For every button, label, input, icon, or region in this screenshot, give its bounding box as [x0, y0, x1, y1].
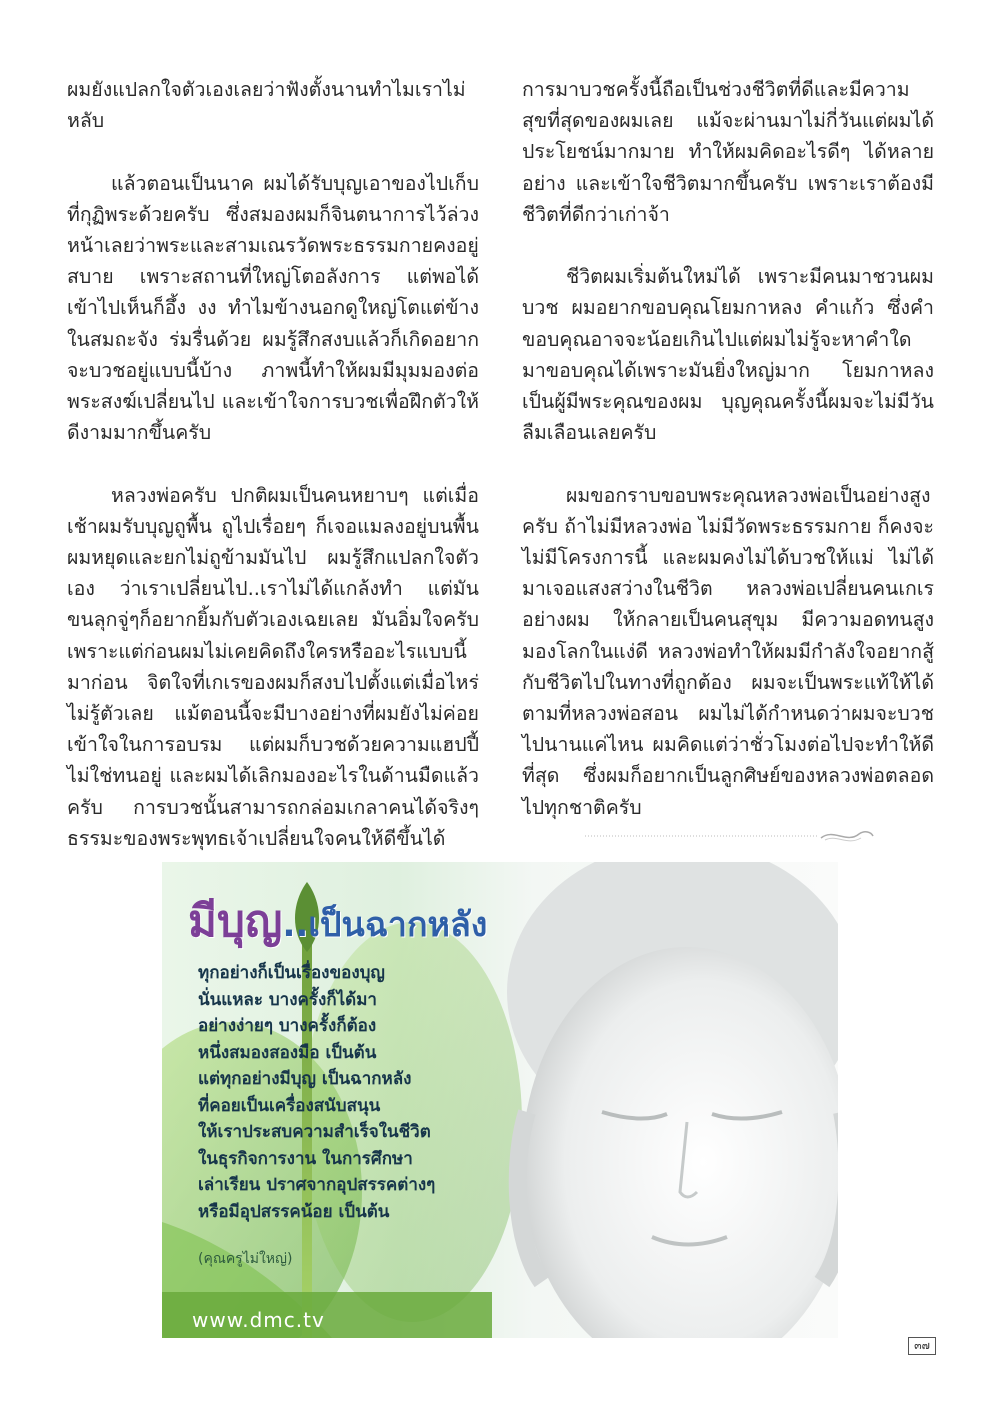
banner-quote: [198, 960, 528, 1225]
quote-line: หรือมีอุปสรรคน้อย เป็นต้น: [198, 1201, 390, 1222]
buddha-banner-image: [162, 862, 838, 1338]
quote-line: ทุกอย่างก็เป็นเรื่องของบุญ: [198, 963, 385, 983]
page-number: ๓๗: [908, 1337, 936, 1355]
quote-line: อย่างง่ายๆ บางครั้งก็ต้อง: [198, 1016, 377, 1036]
quote-line: แต่ทุกอย่างมีบุญ เป็นฉากหลัง: [198, 1069, 412, 1089]
banner-title-rest: ..เป็นฉากหลัง: [282, 905, 488, 945]
banner-url: www.dmc.tv: [192, 1308, 325, 1332]
banner-title: [188, 886, 487, 956]
left-text-column: [67, 74, 479, 885]
quote-line: นั่นแหละ บางครั้งก็ได้มา: [198, 989, 377, 1010]
quote-line: หนึ่งสมองสองมือ เป็นต้น: [198, 1042, 377, 1063]
left-paragraph-3: หลวงพ่อครับ ปกติผมเป็นคนหยาบๆ แต่เมื่อเช้าผมรับบุญถูพื้น ถูไปเรื่อยๆ ก็เจอแมลงอยู่บนพื้น ผมหยุดและยกไม่ถูข้ามมันไป ผมรู้สึกแปลกใจตัวเอง ว่าเราเปลี่ยนไป..เราไม่ได้แกล้งทำ แต่มันขนลุกจู่ๆก็อยากยิ้มกับตัวเองเฉยเลย มันอิ่มใจครับ เพราะแต่ก่อนผมไม่เคยคิดถึงใครหรืออะไรแบบนี้มาก่อน จิตใจที่เกเรของผมก็สงบไปตั้งแต่เมื่อไหร่ไม่รู้ตัวเลย แม้ตอนนี้จะมีบางอย่างที่ผมยังไม่ค่อยเข้าใจในการอบรม แต่ผมก็บวชด้วยความแฮปปี้ ไม่ใช่ทนอยู่ และผมได้เลิกมองอะไรในด้านมืดแล้วครับ การบวชนั้นสามารถกล่อมเกลาคนได้จริงๆ ธรรมะของพระพุทธเจ้าเปลี่ยนใจคนให้ดีขึ้นได้: [67, 483, 479, 850]
left-paragraph-1: ผมยังแปลกใจตัวเองเลยว่าฟังตั้งนานทำไมเราไม่หลับ: [67, 78, 466, 133]
quote-line: ที่คอยเป็นเครื่องสนับสนุน: [198, 1095, 381, 1116]
right-paragraph-2: ชีวิตผมเริ่มต้นใหม่ได้ เพราะมีคนมาชวนผมบวช ผมอยากขอบคุณโยมกาหลง คำแก้ว ซึ่งคำขอบคุณอาจจะน้อยเกินไปแต่ผมไม่รู้จะหาคำใดมาขอบคุณได้เพราะมันยิ่งใหญ่มาก โยมกาหลงเป็นผู้มีพระคุณของผม บุญคุณครั้งนี้ผมจะไม่มีวันลืมเลือนเลยครับ: [522, 265, 934, 445]
right-text-column: [522, 74, 934, 854]
left-paragraph-2: แล้วตอนเป็นนาค ผมได้รับบุญเอาของไปเก็บที่กุฏิพระด้วยครับ ซึ่งสมองผมก็จินตนาการไว้ล่วงหน้าเลยว่าพระและสามเณรวัดพระธรรมกายคงอยู่สบาย เพราะสถานที่ใหญ่โตอลังการ แต่พอได้เข้าไปเห็นก็อึ้ง งง ทำไมข้างนอกดูใหญ่โตแต่ข้างในสมถะจัง ร่มรื่นด้วย ผมรู้สึกสงบแล้วก็เกิดอยากจะบวชอยู่แบบนี้บ้าง ภาพนี้ทำให้ผมมีมุมมองต่อพระสงฆ์เปลี่ยนไป และเข้าใจการบวชเพื่อฝึกตัวให้ดีงามมากขึ้นครับ: [67, 171, 479, 445]
banner-credit: (คุณครูไม่ใหญ่): [198, 1251, 293, 1267]
quote-line: เล่าเรียน ปราศจากอุปสรรคต่างๆ: [198, 1175, 436, 1195]
decorative-divider: [585, 826, 875, 846]
quote-line: ในธุรกิจการงาน ในการศึกษา: [198, 1148, 413, 1169]
banner-title-main: มีบุญ: [188, 896, 283, 947]
right-paragraph-1: การมาบวชครั้งนี้ถือเป็นช่วงชีวิตที่ดีและมีความสุขที่สุดของผมเลย แม้จะผ่านมาไม่กี่วันแต่ผมได้ประโยชน์มากมาย ทำให้ผมคิดอะไรดีๆ ได้หลายอย่าง และเข้าใจชีวิตมากขึ้นครับ เพราะเราต้องมีชีวิตที่ดีกว่าเก่าจ้า: [522, 78, 934, 226]
quote-line: ให้เราประสบความสำเร็จในชีวิต: [198, 1122, 431, 1142]
right-paragraph-3: ผมขอกราบขอบพระคุณหลวงพ่อเป็นอย่างสูงครับ ถ้าไม่มีหลวงพ่อ ไม่มีวัดพระธรรมกาย ก็คงจะไม่มีโครงการนี้ และผมคงไม่ได้บวชให้แม่ ไม่ได้มาเจอแสงสว่างในชีวิต หลวงพ่อเปลี่ยนคนเกเรอย่างผม ให้กลายเป็นคนสุขุม มีความอดทนสูง มองโลกในแง่ดี หลวงพ่อทำให้ผมมีกำลังใจอยากสู้กับชีวิตไปในทางที่ถูกต้อง ผมจะเป็นพระแท้ให้ได้ตามที่หลวงพ่อสอน ผมไม่ได้กำหนดว่าผมจะบวชไปนานแค่ไหน ผมคิดแต่ว่าชั่วโมงต่อไปจะทำให้ดีที่สุด ซึ่งผมก็อยากเป็นลูกศิษย์ของหลวงพ่อตลอดไปทุกชาติครับ: [522, 483, 934, 819]
